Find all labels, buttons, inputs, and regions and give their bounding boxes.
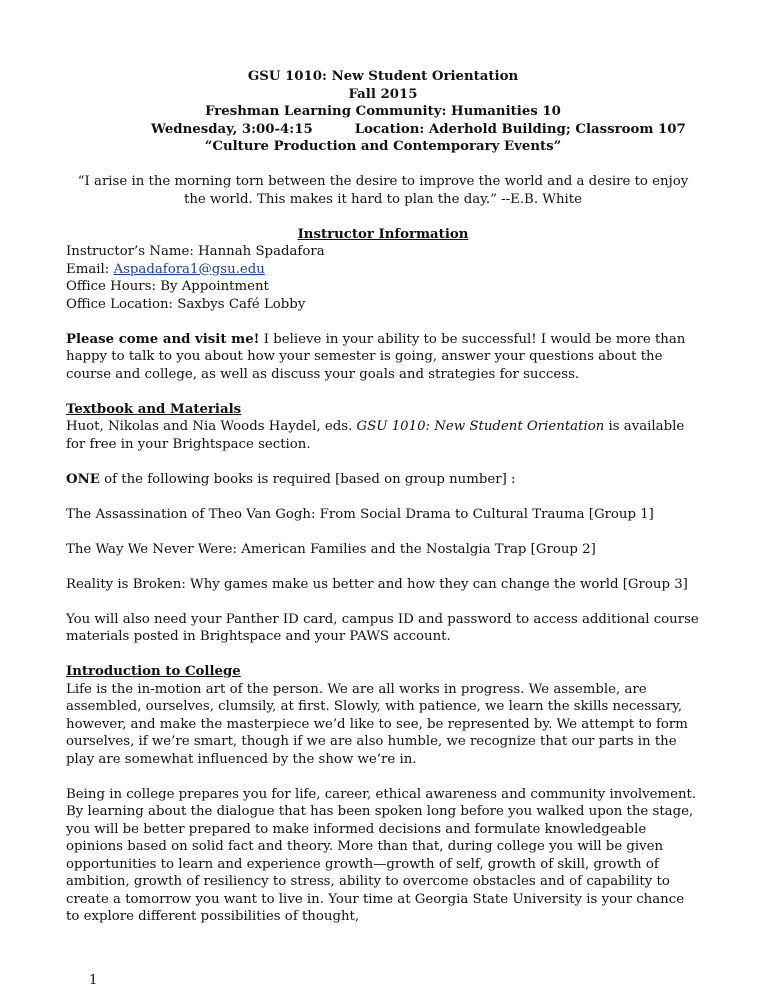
book-group-3: Reality is Broken: Why games make us better and how they can change the world [Group 3] <box>66 576 688 592</box>
visit-bold: Please come and visit me! <box>66 331 260 347</box>
course-theme: “Culture Production and Contemporary Events” <box>204 139 562 154</box>
office-hours: Office Hours: By Appointment <box>66 279 269 294</box>
page-number: 1 <box>89 973 98 988</box>
required-book-line <box>66 471 700 489</box>
textbook-title: GSU 1010: New Student Orientation <box>356 419 605 434</box>
schedule-row <box>66 121 700 139</box>
book-group-1: The Assassination of Theo Van Gogh: From Social Drama to Cultural Trauma [Group 1] <box>66 506 654 522</box>
textbook-heading: Textbook and Materials <box>66 401 242 417</box>
visit-text: I believe in your ability to be successful! I would be more than happy to talk to you about how your semester is going, answer your questions about the course and college, as well as discuss your goals and strategies for success. <box>66 331 686 382</box>
email-link[interactable]: Aspadafora1@gsu.edu <box>113 261 265 277</box>
textbook-paragraph <box>66 418 700 453</box>
email-label: Email: <box>66 261 114 277</box>
instructor-name: Instructor’s Name: Hannah Spadafora <box>66 244 325 259</box>
one-text: of the following books is required [based on group number] : <box>99 471 516 487</box>
intro-paragraph-1: Life is the in-motion art of the person. We are all works in progress. We assemble, are assembled, ourselves, clumsily, at first. Slowly, with patience, we learn the skills necessary, however, and make the masterpiece we’d like to see, be represented by. We attempt to form ourselves, if we’re smart, though if we are also humble, we recognize that our parts in the play are somewhat influenced by the show we’re in. <box>66 681 688 767</box>
visit-paragraph <box>66 331 700 384</box>
course-title: GSU 1010: New Student Orientation <box>247 69 519 84</box>
instructor-heading: Instructor Information <box>297 226 469 242</box>
one-bold: ONE <box>66 471 100 487</box>
document-page <box>66 68 700 926</box>
textbook-pre: Huot, Nikolas and Nia Woods Haydel, eds. <box>66 419 357 434</box>
intro-heading: Introduction to College <box>66 664 241 679</box>
term: Fall 2015 <box>348 86 418 102</box>
panther-paragraph: You will also need your Panther ID card, campus ID and password to access additional course materials posted in Brightspace and your PAWS account. <box>66 611 699 644</box>
intro-paragraph-2: Being in college prepares you for life, career, ethical awareness and community involvement. By learning about the dialogue that has been spoken long before you walked upon the stage, you will be better prepared to make informed decisions and formulate knowledgeable opinions based on solid fact and theory. More than that, during college you will be given opportunities to learn and experience growth—growth of self, growth of skill, growth of ambition, growth of resiliency to stress, ability to overcome obstacles and of capability to create a tomorrow you want to live in. Your time at Georgia State University is your chance to explore different possibilities of thought, <box>66 786 697 924</box>
class-time: Wednesday, 3:00-4:15 <box>151 121 313 137</box>
book-group-2: The Way We Never Were: American Families and the Nostalgia Trap [Group 2] <box>66 541 596 557</box>
learning-community: Freshman Learning Community: Humanities 10 <box>205 104 561 119</box>
textbook-post: is available for free in your Brightspace section. <box>66 419 685 452</box>
class-location: Location: Aderhold Building; Classroom 107 <box>354 121 686 137</box>
epigraph-quote: “I arise in the morning torn between the desire to improve the world and a desire to enjoy the world. This makes it hard to plan the day.” --E.B. White <box>77 174 689 207</box>
instructor-email-line <box>66 261 700 279</box>
course-header <box>66 68 700 208</box>
office-location: Office Location: Saxbys Café Lobby <box>66 296 306 312</box>
